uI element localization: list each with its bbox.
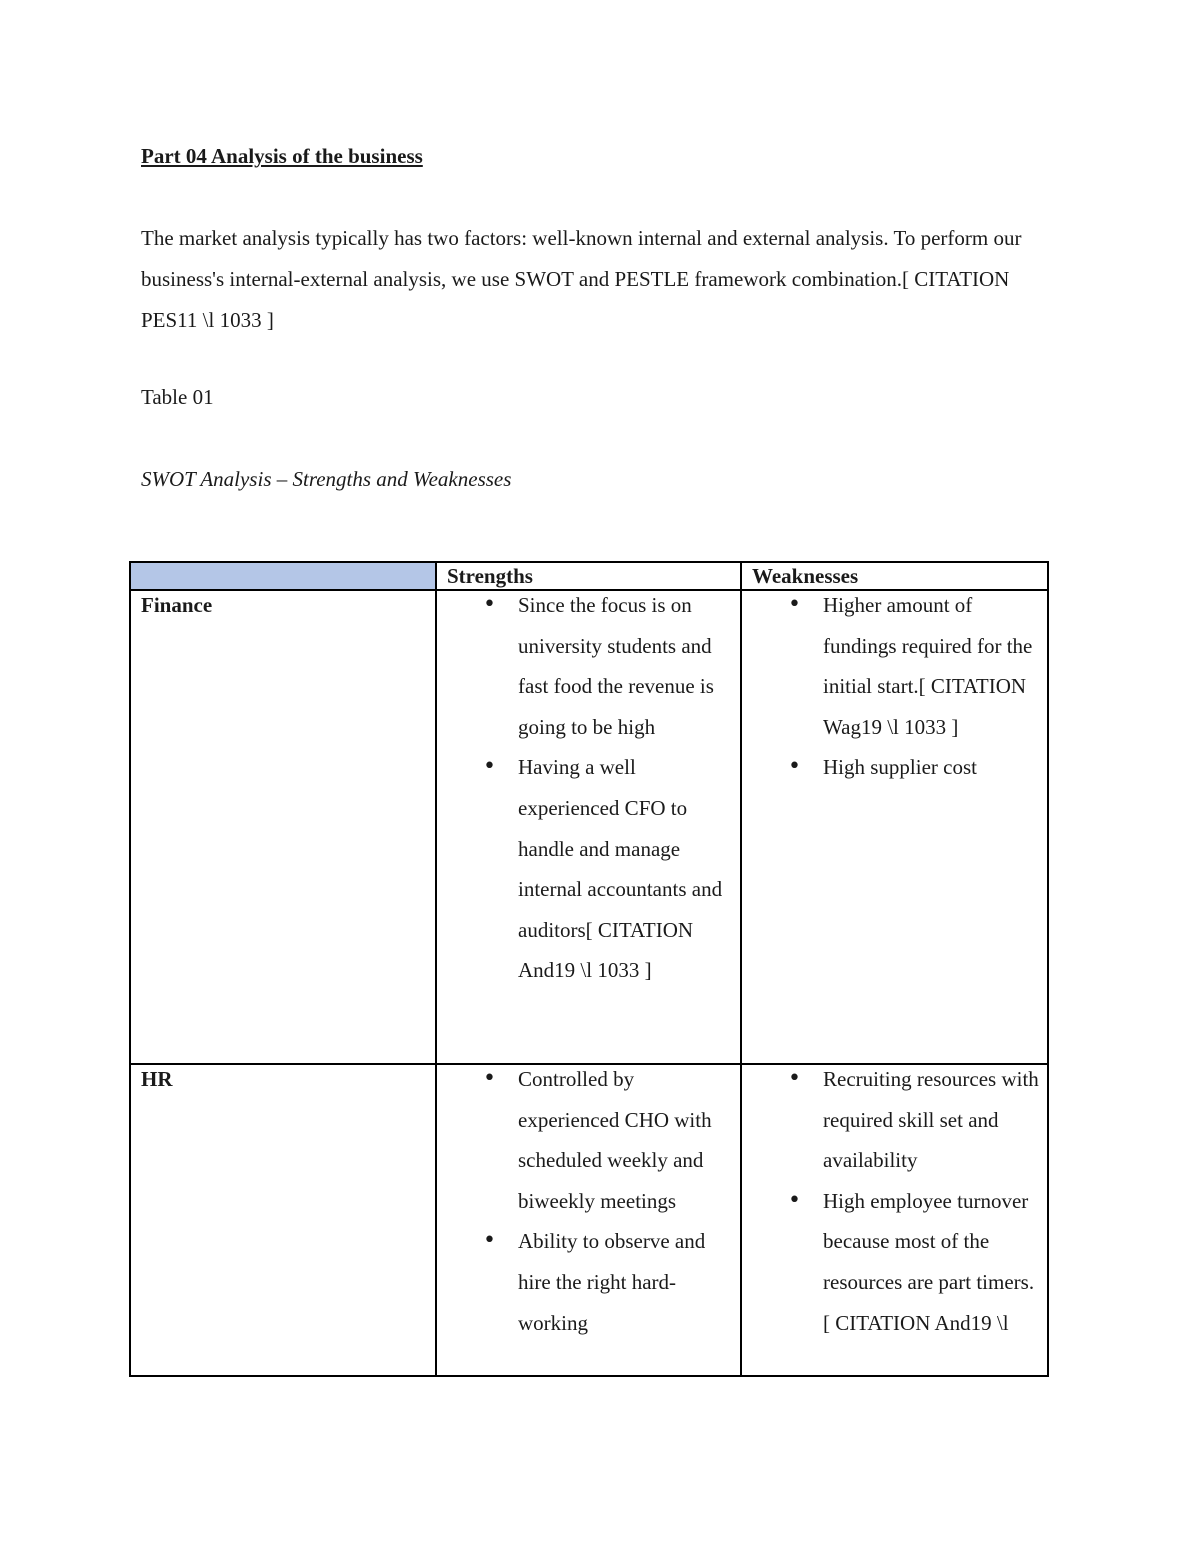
intro-paragraph: The market analysis typically has two factors: well-known internal and external analysis. To perform our business's internal-external analysis, we use SWOT and PESTLE framework combination.[ CITATION PES11 \l 1033 ] [141,226,1022,332]
list-item: • Higher amount of fundings required for the initial start.[ CITATION Wag19 \l 1033 ] [742,591,1047,747]
swot-header-weaknesses: Weaknesses [741,562,1048,590]
swot-table [129,561,1049,1377]
section-heading: Part 04 Analysis of the business [141,144,423,168]
list-item: • High supplier cost [742,747,1047,788]
table-label: Table 01 [141,385,214,409]
table-caption: SWOT Analysis – Strengths and Weaknesses [141,467,512,491]
list-item: • Having a well experienced CFO to handle and manage internal accountants and auditors[ CITATION And19 \l 1033 ] [437,747,740,991]
finance-weaknesses-list [742,591,1047,788]
list-item: • Since the focus is on university students and fast food the revenue is going to be high [437,591,740,747]
finance-weaknesses-cell [741,590,1048,1064]
finance-strengths-list [437,591,740,991]
swot-header-strengths: Strengths [436,562,741,590]
list-item: • Ability to observe and hire the right hard-working [437,1221,740,1343]
hr-strengths-cell [436,1064,741,1376]
hr-strengths-list [437,1065,740,1343]
swot-row-hr [130,1064,1048,1376]
swot-row-finance [130,590,1048,1064]
swot-header-corner-cell [130,562,436,590]
list-item: • High employee turnover because most of the resources are part timers.[ CITATION And19 \l [742,1181,1047,1343]
list-item: • Controlled by experienced CHO with scheduled weekly and biweekly meetings [437,1065,740,1221]
swot-header-row [130,562,1048,590]
finance-strengths-cell [436,590,741,1064]
hr-weaknesses-list [742,1065,1047,1343]
hr-weaknesses-cell [741,1064,1048,1376]
list-item: • Recruiting resources with required skill set and availability [742,1065,1047,1181]
swot-row-label-hr: HR [130,1064,436,1376]
swot-row-label-finance: Finance [130,590,436,1064]
